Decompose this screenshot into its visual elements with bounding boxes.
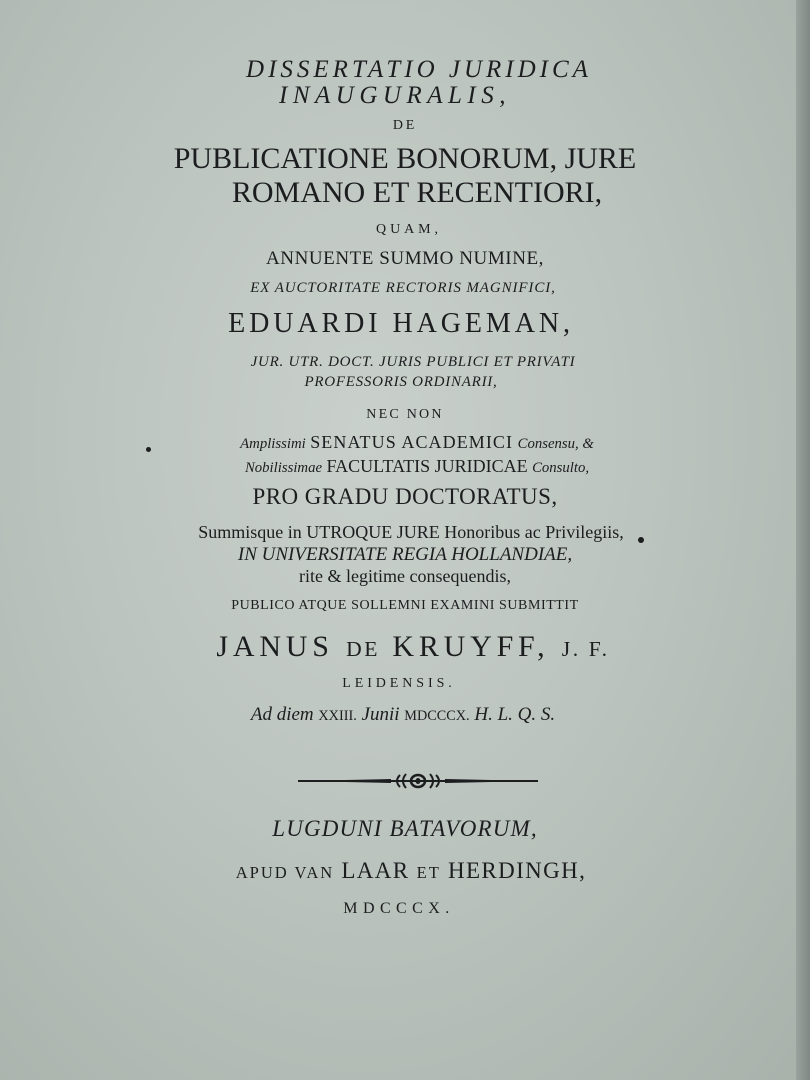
imprint-et: ET (416, 863, 441, 882)
paper-speck (146, 447, 151, 452)
rector-title-line-2: PROFESSORIS ORDINARII, (304, 374, 498, 390)
author-first-name: JANUS (216, 630, 334, 663)
imprint-apud: APUD VAN (235, 863, 335, 882)
consequendis-line: rite & legitime consequendis, (299, 566, 511, 586)
date-line (0, 704, 808, 726)
author-line (8, 630, 810, 664)
facultas-main: FACULTATIS JURIDICAE (326, 456, 528, 476)
degree-line: PRO GRADU DOCTORATUS, (252, 484, 558, 509)
honoribus-main: UTROQUE JURE (306, 522, 440, 542)
date-day: XXIII. (318, 708, 357, 724)
title-line-de: DE (392, 118, 418, 133)
date-month: Junii (361, 704, 400, 725)
author-particle: DE (346, 637, 381, 661)
senatus-pre: Amplissimi (240, 436, 306, 452)
title-line-quam: QUAM, (376, 222, 442, 237)
honoribus-pre: Summisque in (198, 522, 302, 542)
facultas-pre: Nobilissimae (244, 460, 322, 476)
imprint-printer-2: HERDINGH, (448, 858, 587, 883)
senatus-line (12, 432, 810, 453)
examini-line: PUBLICO ATQUE SOLLEMNI EXAMINI SUBMITTIT (231, 598, 579, 613)
title-line-nec-non: NEC NON (366, 407, 444, 422)
title-line-inauguralis: INAUGURALIS, (279, 82, 511, 109)
facultas-post: Consulto, (532, 460, 590, 476)
rector-name: EDUARDI HAGEMAN, (228, 308, 574, 339)
honoribus-line (6, 522, 810, 543)
honoribus-post: Honoribus ac Privilegiis, (444, 522, 624, 542)
imprint-year: MDCCCX. (343, 900, 455, 917)
universitate-line: IN UNIVERSITATE REGIA HOLLANDIAE, (237, 544, 573, 565)
author-last-name: KRUYFF, (392, 630, 550, 663)
date-post: H. L. Q. S. (474, 704, 556, 725)
facultas-line (12, 456, 810, 477)
rector-title-line-1: JUR. UTR. DOCT. JURIS PUBLICI ET PRIVATI (250, 354, 576, 370)
author-origin: LEIDENSIS. (342, 676, 456, 691)
date-pre: Ad diem (250, 704, 314, 725)
paper-speck (638, 537, 644, 543)
title-line-dissertatio: DISSERTATIO JURIDICA (246, 56, 592, 83)
imprint-printer-line (6, 858, 810, 884)
imprint-printer-1: LAAR (341, 858, 410, 883)
date-year: MDCCCX. (404, 708, 470, 724)
title-line-romano: ROMANO ET RECENTIORI, (231, 176, 603, 209)
author-suffix: J. F. (561, 637, 610, 661)
senatus-post: Consensu, & (517, 436, 594, 452)
title-line-auctoritate: EX AUCTORITATE RECTORIS MAGNIFICI, (250, 280, 556, 296)
title-line-annuente: ANNUENTE SUMMO NUMINE, (265, 248, 544, 269)
rule-ornament-icon (296, 770, 540, 792)
title-line-publicatione: PUBLICATIONE BONORUM, JURE (173, 142, 637, 175)
imprint-place: LUGDUNI BATAVORUM, (272, 816, 538, 841)
senatus-main: SENATUS ACADEMICI (310, 432, 514, 452)
